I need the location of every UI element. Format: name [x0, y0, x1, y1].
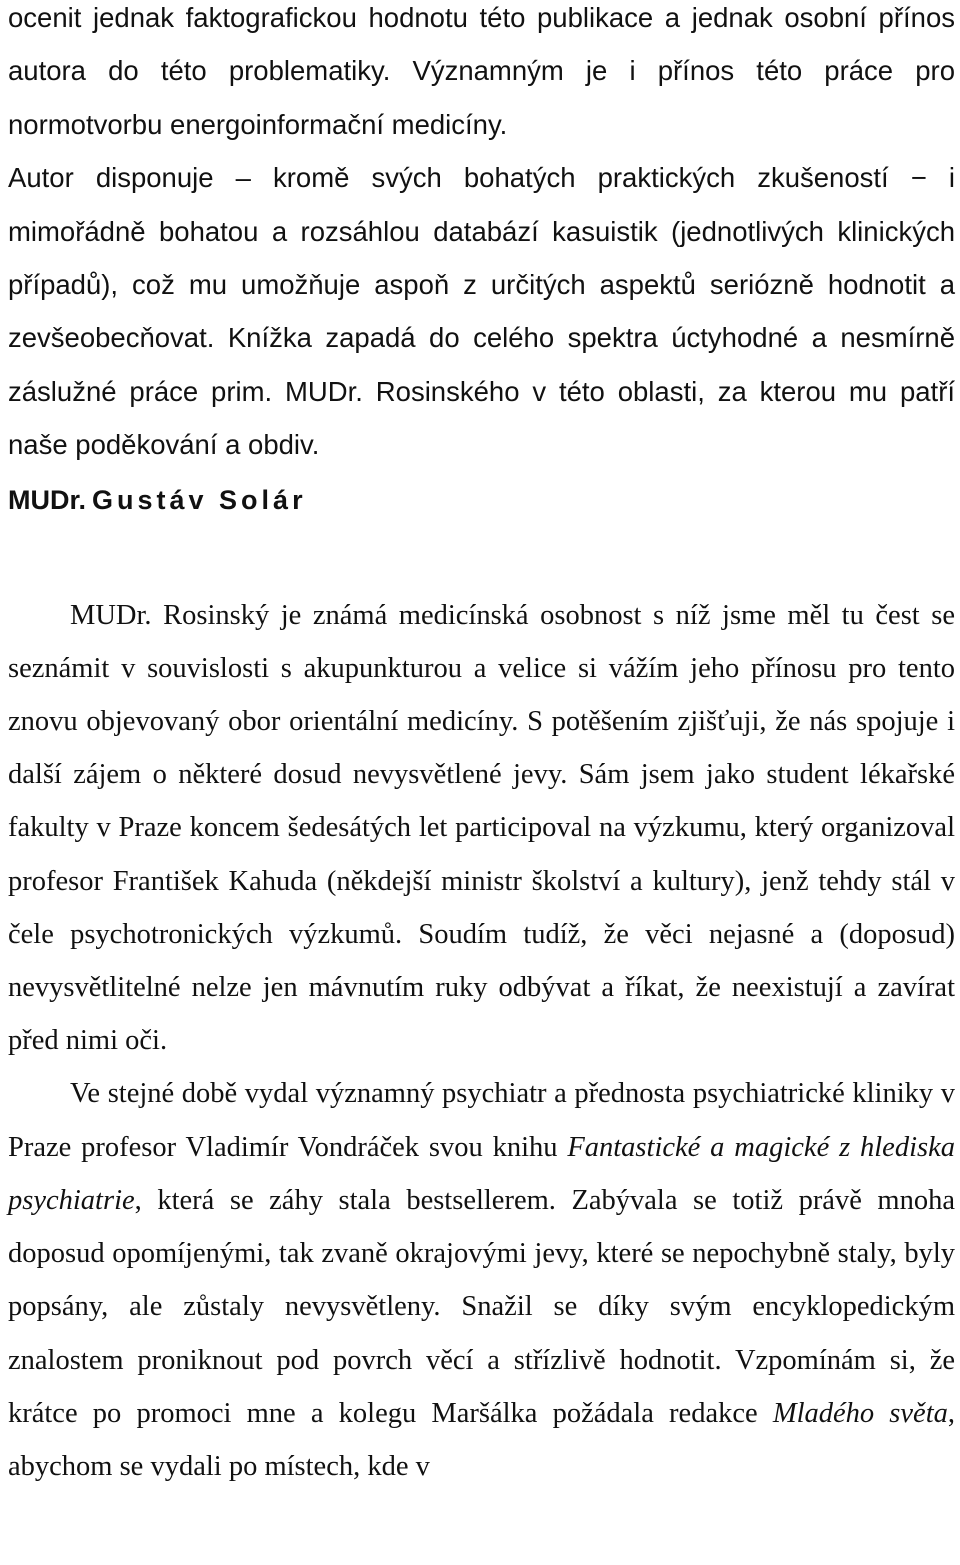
vondracek-text-1: Ve stejné době vydal významný psychiatr a přednosta psychiatrické kliniky v Praze profesor Vladimír Vondráček svou knihu [8, 1078, 955, 1163]
vondracek-text-2: , která se záhy stala bestsellerem. Zabývala se totiž právě mnoha doposud opomíjenými, tak zvaně okrajovými jevy, které se nepochybně staly, byly popsány, ale zůstaly nevysvětleny. Snažil se díky svým encyklopedickým znalostem proniknout pod povrch věcí a střízlivě hodnotit. Vzpomínám si, že krátce po promoci mne a kolegu Maršálka požádala redakce [8, 1184, 955, 1429]
intro-paragraph: ocenit jednak faktografickou hodnotu této publikace a jednak osobní přínos autora do této problematiky. Významným je i přínos této práce pro normotvorbu energoinformační medicíny. [8, 2, 955, 140]
vondracek-paragraph [8, 1067, 955, 1493]
rosinsky-paragraph: MUDr. Rosinský je známá medicínská osobnost s níž jsme měl tu čest se seznámit v souvislosti s akupunkturou a velice si vážím jeho přínosu pro tento znovu objevovaný obor orientální medicíny. S potěšením zjišťuji, že nás spojuje i další zájem o některé dosud nevysvětlené jevy. Sám jsem jako student lékařské fakulty v Praze koncem šedesátých let participoval na výzkumu, který organizoval profesor František Kahuda (někdejší ministr školství a kultury), jenž tehdy stál v čele psychotronických výzkumů. Soudím tudíž, že věci nejasné a (doposud) nevysvětlitelné nelze jen mávnutím ruky odbývat a říkat, že neexistují a zavírat před nimi oči. [8, 599, 955, 1057]
author-paragraph: Autor disponuje – kromě svých bohatých praktických zkušeností − i mimořádně bohatou a rozsáhlou databází kasuistik (jednotlivých klinických případů), což mu umožňuje aspoň z určitých aspektů seriózně hodnotit a zevšeobecňovat. Knížka zapadá do celého spektra úctyhodné a nesmírně záslužné práce prim. MUDr. Rosinského v této oblasti, za kterou mu patří naše poděkování a obdiv. [8, 162, 955, 461]
book-title: Fantastické a magické z hlediska psychiatrie [8, 1131, 955, 1216]
signature-name: Gustáv Solár [92, 484, 307, 515]
magazine-title: Mladého světa [772, 1397, 948, 1429]
signature-title: MUDr. [8, 484, 87, 515]
vondracek-text-3: , abychom se vydali po místech, kde v [8, 1397, 955, 1482]
document-page [8, 0, 955, 1493]
signature [8, 480, 955, 520]
